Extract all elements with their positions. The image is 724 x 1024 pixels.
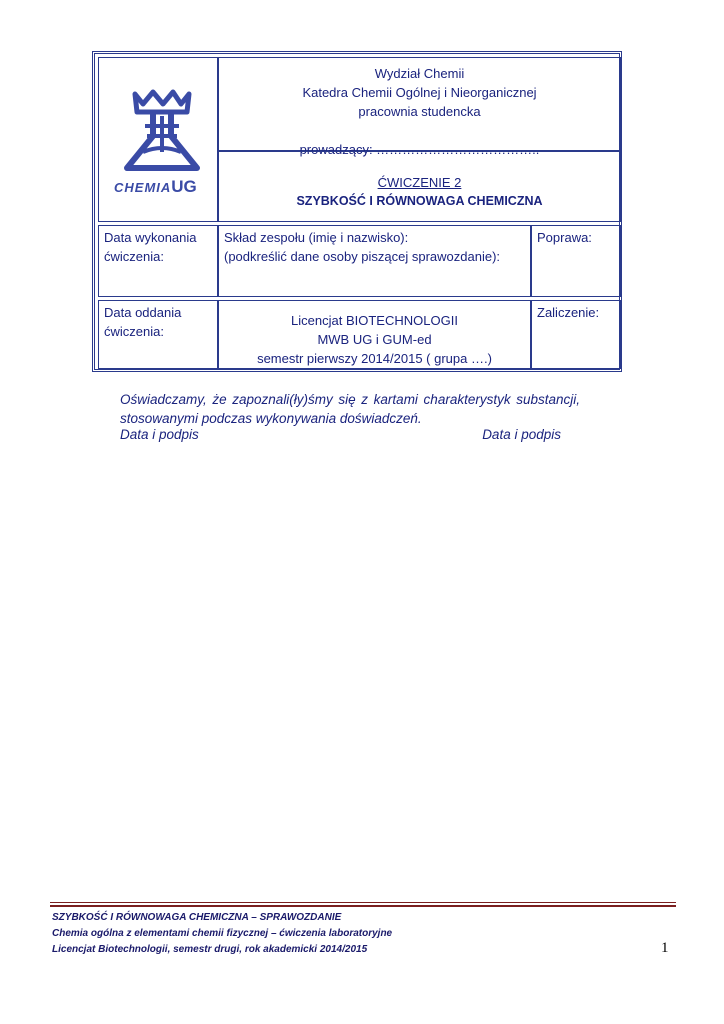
date-performed-cell — [98, 225, 218, 297]
team-cell — [218, 225, 531, 297]
footer-course: Chemia ogólna z elementami chemii fizycznej – ćwiczenia laboratoryjne — [52, 928, 393, 939]
instructor-field: prowadzący: ……………………………….. — [299, 142, 540, 157]
date-performed-label: Data wykonania — [104, 230, 197, 245]
date-submitted-label-2: ćwiczenia: — [104, 324, 164, 339]
exercise-cell — [218, 151, 621, 222]
team-label: Skład zespołu (imię i nazwisko): — [224, 230, 409, 245]
program-name: Licencjat BIOTECHNOLOGII — [291, 313, 458, 328]
date-submitted-cell — [98, 300, 218, 369]
exercise-title: SZYBKOŚĆ I RÓWNOWAGA CHEMICZNA — [296, 194, 543, 208]
program-semester: semestr pierwszy 2014/2015 ( grupa ….) — [257, 351, 492, 366]
footer-title: SZYBKOŚĆ I RÓWNOWAGA CHEMICZNA – SPRAWOZDANIE — [52, 912, 342, 923]
logo-wordmark: CHEMIAUG — [114, 177, 197, 196]
correction-cell — [531, 225, 621, 297]
date-submitted-label: Data oddania — [104, 305, 182, 320]
chemia-ug-logo-icon — [113, 86, 205, 178]
page-number: 1 — [661, 940, 669, 956]
correction-label: Poprawa: — [537, 230, 592, 245]
exercise-number: ĆWICZENIE 2 — [377, 175, 462, 190]
footer-rule — [50, 902, 676, 903]
department-cell — [218, 57, 621, 157]
signature-left: Data i podpis — [120, 427, 199, 442]
footer-program: Licencjat Biotechnologii, semestr drugi, rok akademicki 2014/2015 — [52, 944, 368, 955]
lab-name: pracownia studencka — [358, 104, 481, 119]
logo-cell — [98, 57, 218, 222]
program-institutions: MWB UG i GUM-ed — [317, 332, 432, 347]
department-name: Katedra Chemii Ogólnej i Nieorganicznej — [302, 85, 537, 100]
signature-right: Data i podpis — [482, 427, 561, 442]
faculty-name: Wydział Chemii — [374, 66, 465, 81]
safety-statement: Oświadczamy, że zapoznali(ły)śmy się z kartami charakterystyk substancji, stosowanymi podczas wykonywania doświadczeń. — [120, 392, 580, 426]
team-note: (podkreślić dane osoby piszącej sprawozdanie): — [224, 249, 501, 264]
footer-rule-thick — [50, 905, 676, 907]
program-cell — [218, 300, 531, 369]
pass-cell — [531, 300, 621, 369]
date-performed-label-2: ćwiczenia: — [104, 249, 164, 264]
pass-label: Zaliczenie: — [537, 305, 600, 320]
header-table — [92, 51, 622, 372]
